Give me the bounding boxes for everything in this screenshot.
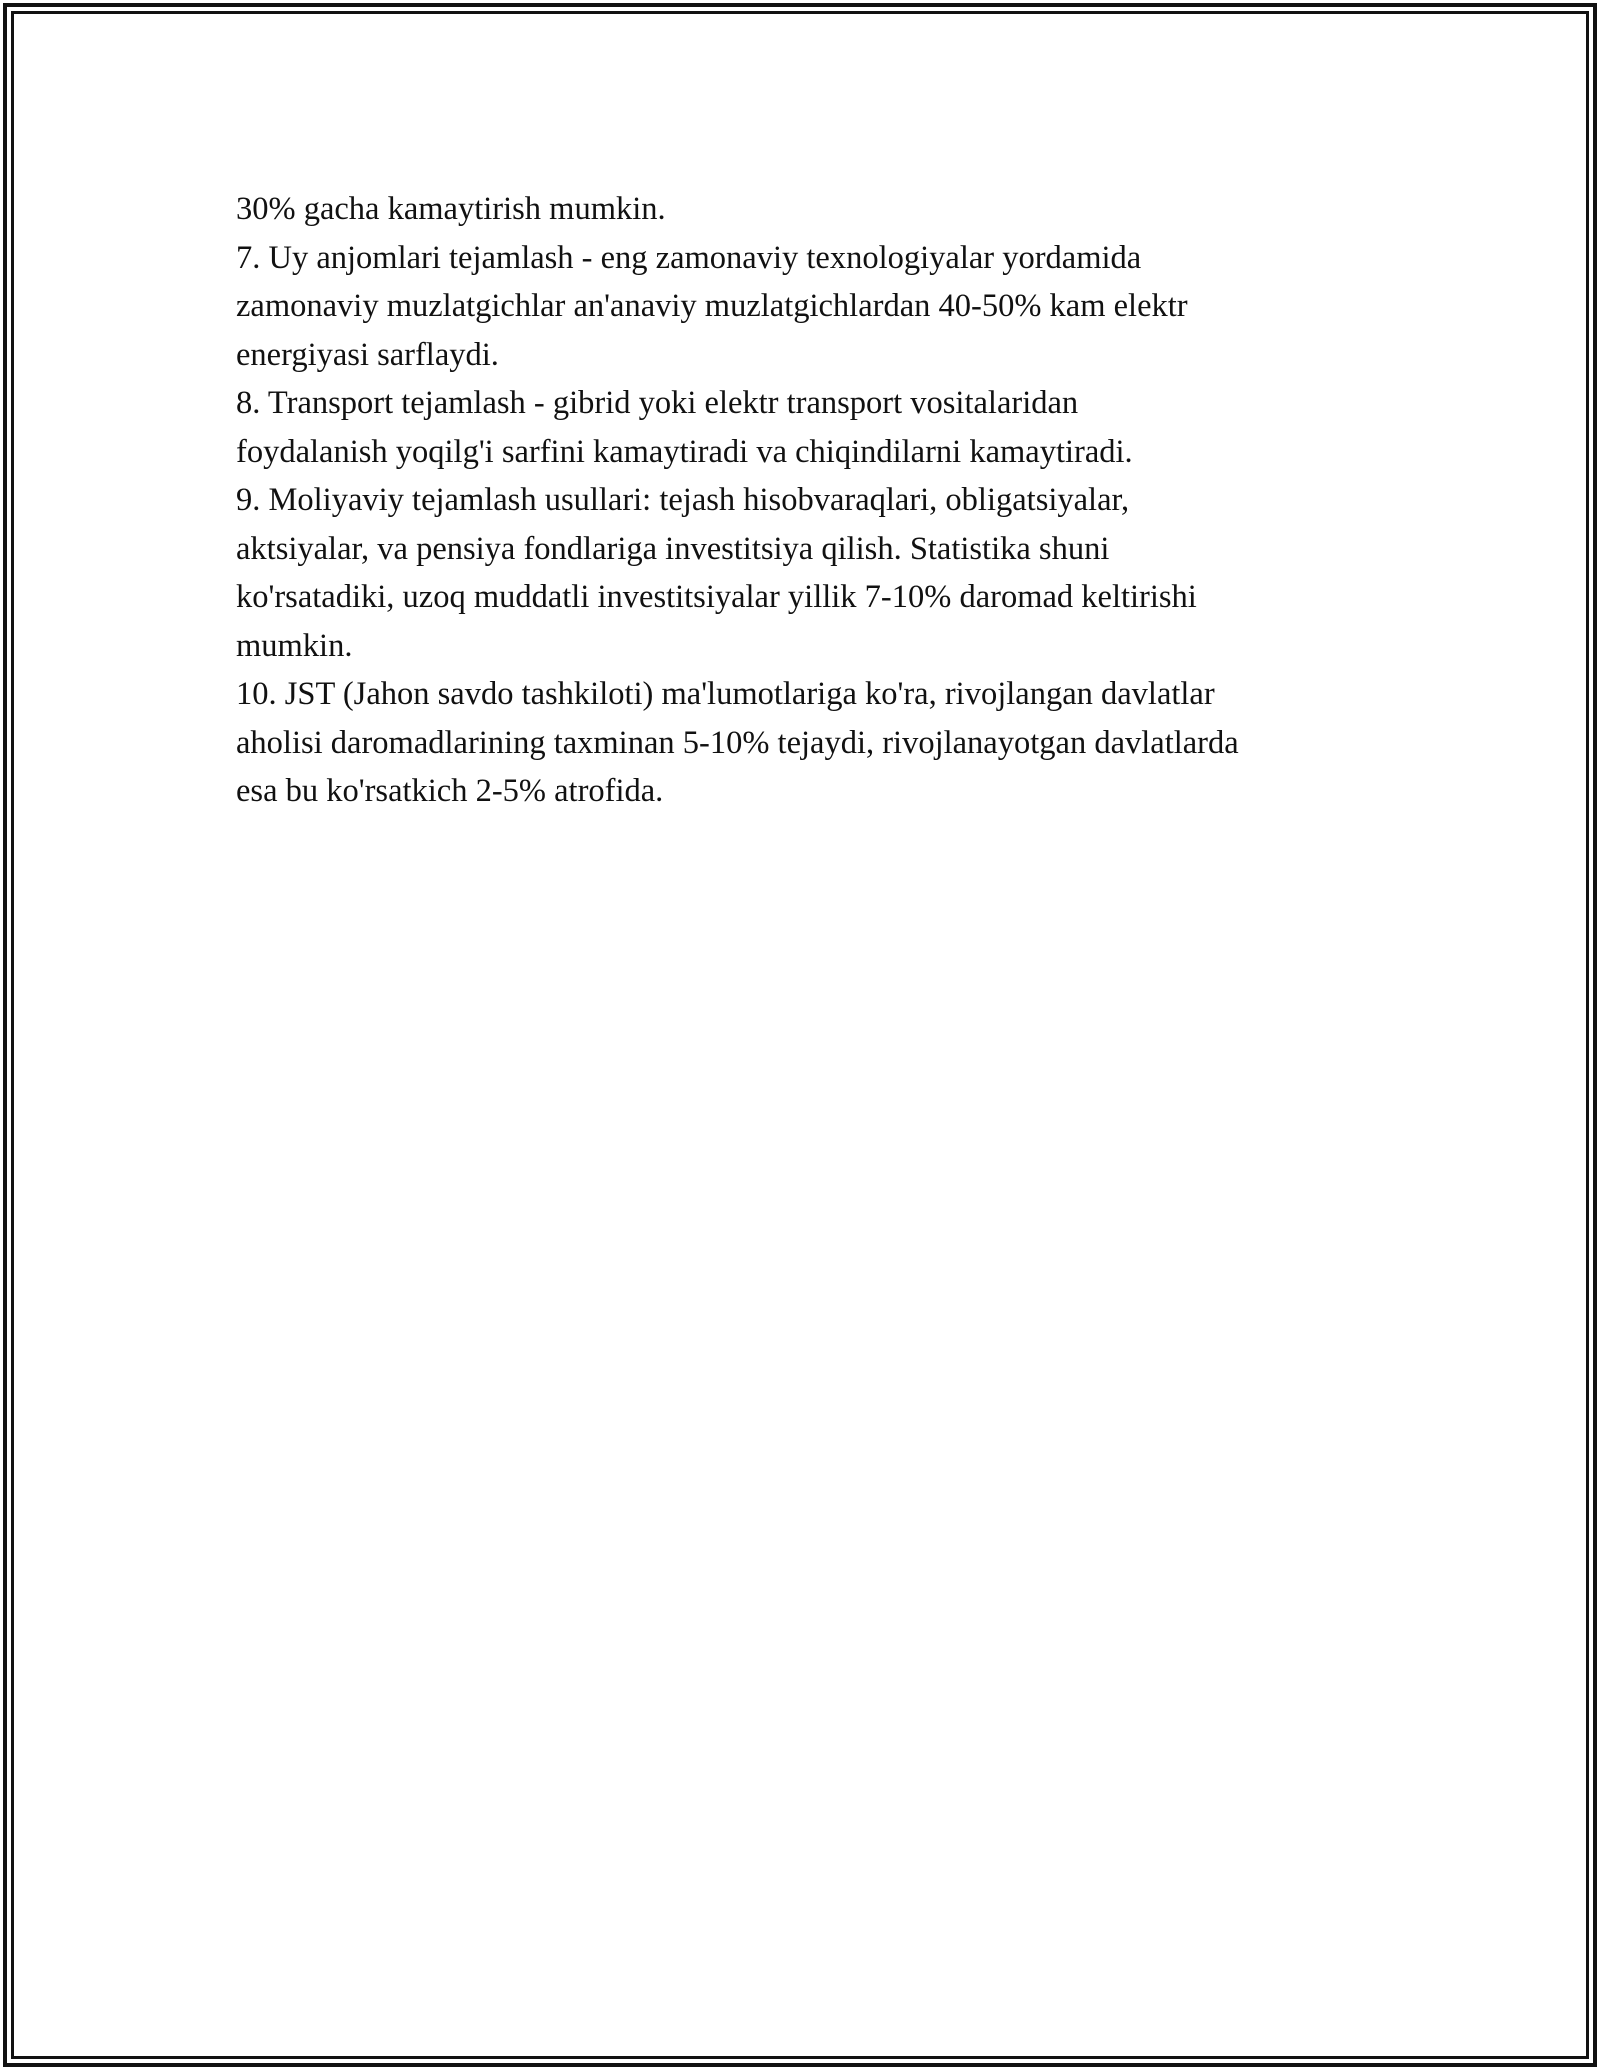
text-line: aholisi daromadlarining taxminan 5-10% tejaydi, rivojlanayotgan davlatlarda: [236, 724, 1239, 761]
text-line: foydalanish yoqilg'i sarfini kamaytiradi va chiqindilarni kamaytiradi.: [236, 433, 1133, 470]
text-line: energiyasi sarflaydi.: [236, 336, 499, 373]
text-line: 30% gacha kamaytirish mumkin.: [236, 191, 666, 227]
text-line: 7. Uy anjomlari tejamlash - eng zamonaviy texnologiyalar yordamida: [236, 239, 1142, 276]
text-line: mumkin.: [236, 627, 353, 664]
document-body: [236, 185, 1416, 816]
text-line: zamonaviy muzlatgichlar an'anaviy muzlatgichlardan 40-50% kam elektr: [236, 288, 1188, 324]
text-line: aktsiyalar, va pensiya fondlariga investitsiya qilish. Statistika shuni: [236, 530, 1110, 567]
text-line: 8. Transport tejamlash - gibrid yoki elektr transport vositalaridan: [236, 385, 1079, 421]
text-line: esa bu ko'rsatkich 2-5% atrofida.: [236, 773, 664, 809]
text-line: ko'rsatadiki, uzoq muddatli investitsiyalar yillik 7-10% daromad keltirishi: [236, 579, 1197, 615]
text-line: 10. JST (Jahon savdo tashkiloti) ma'lumotlariga ko'ra, rivojlangan davlatlar: [236, 676, 1215, 712]
text-line: 9. Moliyaviy tejamlash usullari: tejash hisobvaraqlari, obligatsiyalar,: [236, 482, 1130, 518]
